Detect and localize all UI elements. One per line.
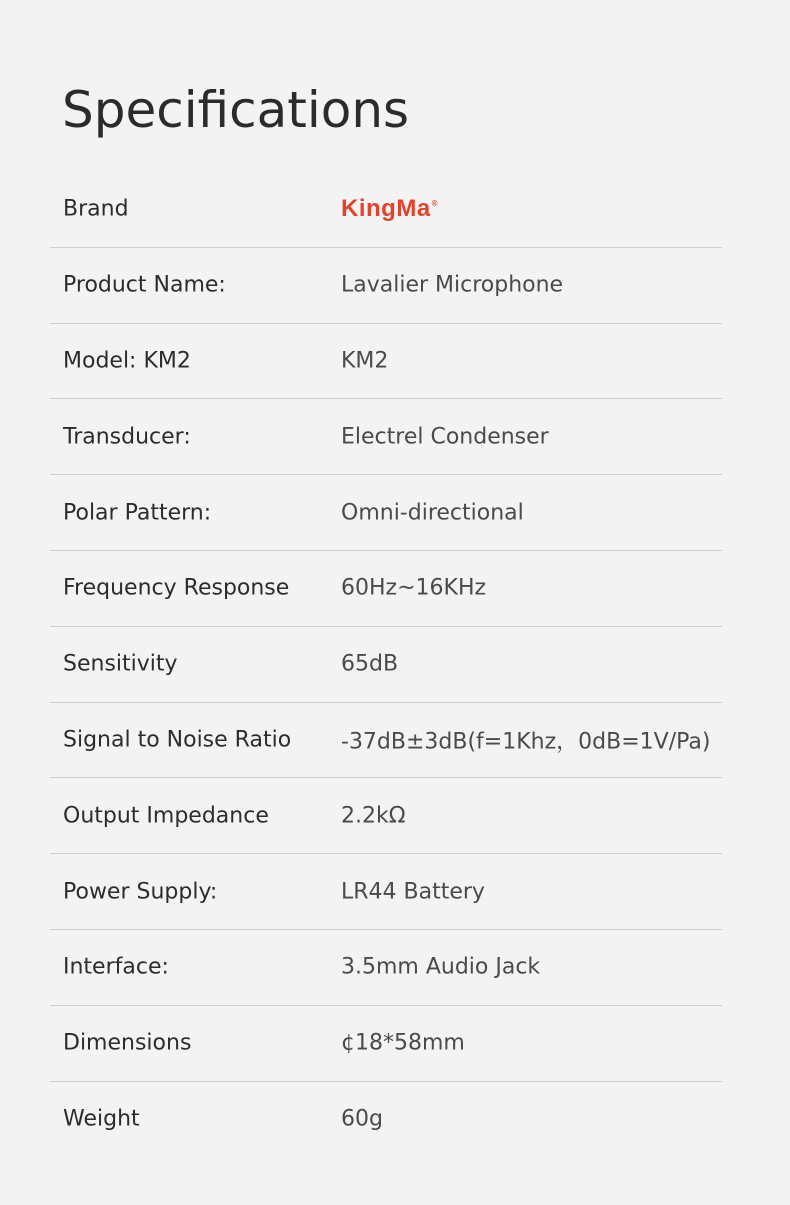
spec-row [50,778,722,854]
spec-table [50,172,722,1157]
spec-value: ¢18*58mm [341,1030,465,1056]
spec-row [50,1082,722,1158]
spec-row [50,324,722,400]
spec-row-brand [50,172,722,248]
spec-value: 65dB [341,651,399,677]
spec-label: Sensitivity [63,651,178,677]
spec-value: 60Hz~16KHz [341,575,487,601]
spec-row [50,248,722,324]
spec-row [50,551,722,627]
spec-value: 60g [341,1106,383,1132]
spec-label: Power Supply: [63,879,218,905]
spec-row [50,703,722,779]
spec-label: Weight [63,1106,140,1132]
spec-value: -37dB±3dB(f=1Khz，0dB=1V/Pa) [341,729,711,755]
spec-value: Lavalier Microphone [341,272,564,298]
spec-row [50,854,722,930]
spec-label: Polar Pattern: [63,500,212,526]
spec-row [50,475,722,551]
spec-label: Output Impedance [63,803,269,829]
spec-value: 3.5mm Audio Jack [341,954,541,980]
spec-value: KM2 [341,348,389,374]
spec-row [50,399,722,475]
page-title: Specifications [62,81,410,139]
registered-mark: ® [431,199,439,209]
spec-label: Model: KM2 [63,348,191,374]
spec-row [50,930,722,1006]
spec-label: Product Name: [63,272,226,298]
spec-label: Dimensions [63,1030,192,1056]
spec-value: 2.2kΩ [341,803,406,829]
spec-label: Brand [63,196,129,222]
spec-value: Electrel Condenser [341,424,549,450]
kingma-logo [341,195,438,223]
spec-row [50,1006,722,1082]
spec-row [50,627,722,703]
spec-label: Frequency Response [63,575,290,601]
logo-text: KingMa [341,195,431,223]
spec-value: LR44 Battery [341,879,485,905]
spec-label: Interface: [63,954,169,980]
spec-label: Signal to Noise Ratio [63,727,292,753]
spec-value: Omni-directional [341,500,524,526]
spec-label: Transducer: [63,424,191,450]
